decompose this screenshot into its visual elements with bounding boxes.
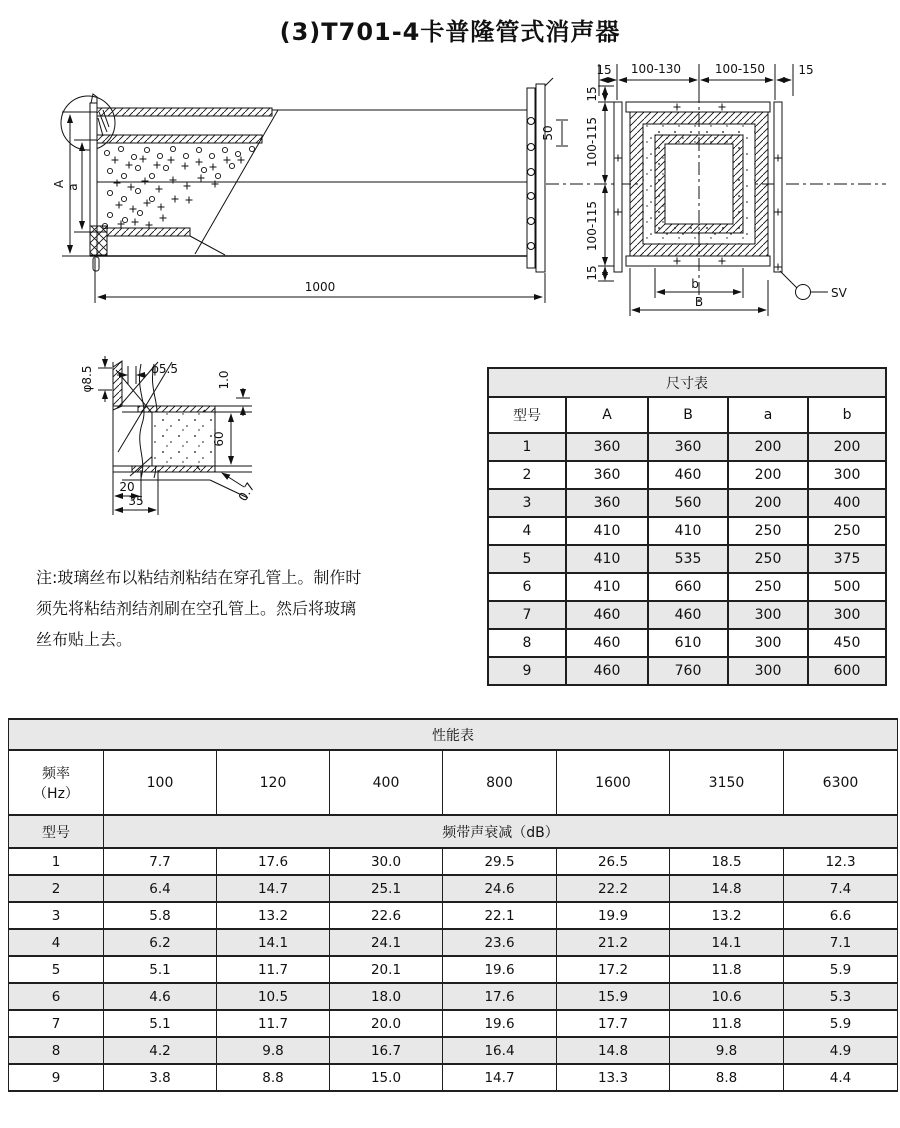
table-cell: 18.5 (670, 848, 784, 875)
size-col-model: 型号 (488, 397, 566, 433)
table-cell: 5.9 (784, 1010, 898, 1037)
table-cell: 6.6 (784, 902, 898, 929)
table-cell: 300 (808, 461, 886, 489)
size-col-A: A (566, 397, 648, 433)
table-row (488, 433, 886, 461)
size-col-a: a (728, 397, 808, 433)
table-cell: 8 (9, 1037, 104, 1064)
freq-value: 1600 (557, 750, 670, 815)
table-cell: 360 (566, 433, 648, 461)
dim-label-a: a (66, 183, 80, 191)
table-cell: 4 (488, 517, 566, 545)
table-cell: 360 (566, 489, 648, 517)
table-cell: 22.6 (330, 902, 443, 929)
note (36, 562, 496, 655)
table-row (9, 983, 898, 1010)
table-cell: 7.7 (104, 848, 217, 875)
table-cell: 610 (648, 629, 728, 657)
table-cell: 24.6 (443, 875, 557, 902)
freq-value: 100 (104, 750, 217, 815)
table-cell: 760 (648, 657, 728, 685)
size-table-body (488, 433, 886, 685)
valve-label: SV (831, 286, 847, 300)
table-row (9, 929, 898, 956)
page-title: (3)T701-4卡普隆管式消声器 (279, 18, 621, 46)
table-cell: 20.1 (330, 956, 443, 983)
table-row (488, 573, 886, 601)
table-row (488, 629, 886, 657)
table-cell: 250 (808, 517, 886, 545)
dim-label-A: A (52, 179, 66, 189)
table-cell: 25.1 (330, 875, 443, 902)
table-cell: 14.8 (557, 1037, 670, 1064)
size-col-B: B (648, 397, 728, 433)
table-row (488, 461, 886, 489)
table-cell: 14.7 (443, 1064, 557, 1091)
table-cell: 19.6 (443, 1010, 557, 1037)
table-cell: 3 (9, 902, 104, 929)
dim-label-100-115-lower: 100-115 (585, 200, 599, 252)
table-cell: 4.4 (784, 1064, 898, 1091)
table-row (488, 489, 886, 517)
table-cell: 13.3 (557, 1064, 670, 1091)
table-cell: 14.1 (217, 929, 330, 956)
attenuation-header: 频带声衰减（dB） (104, 815, 898, 848)
freq-value: 6300 (784, 750, 898, 815)
corner-detail-drawing (80, 356, 258, 515)
table-cell: 30.0 (330, 848, 443, 875)
table-cell: 200 (728, 433, 808, 461)
table-cell: 20.0 (330, 1010, 443, 1037)
table-row (488, 517, 886, 545)
table-cell: 11.7 (217, 956, 330, 983)
table-cell: 7.1 (784, 929, 898, 956)
table-cell: 4.9 (784, 1037, 898, 1064)
table-cell: 10.5 (217, 983, 330, 1010)
dim-label-side-15-bottom: 15 (585, 265, 599, 281)
table-cell: 13.2 (217, 902, 330, 929)
table-cell: 9 (488, 657, 566, 685)
dim-label-side-15-top: 15 (585, 86, 599, 102)
table-cell: 7 (9, 1010, 104, 1037)
table-cell: 18.0 (330, 983, 443, 1010)
dim-label-35: 35 (128, 494, 144, 508)
table-cell: 22.1 (443, 902, 557, 929)
freq-value: 120 (217, 750, 330, 815)
model-header: 型号 (9, 815, 104, 848)
table-row (9, 1010, 898, 1037)
table-cell: 5.8 (104, 902, 217, 929)
table-row (488, 657, 886, 685)
dim-label-phi85: φ8.5 (80, 365, 94, 393)
table-cell: 410 (566, 573, 648, 601)
freq-label: 频率 (42, 765, 70, 782)
table-cell: 6 (9, 983, 104, 1010)
table-cell: 17.6 (443, 983, 557, 1010)
dim-label-10: 1.0 (217, 370, 231, 390)
table-cell: 4.2 (104, 1037, 217, 1064)
table-cell: 5.1 (104, 956, 217, 983)
dim-label-phi55: φ5.5 (151, 362, 178, 376)
table-cell: 400 (808, 489, 886, 517)
dim-phi85 (80, 356, 112, 402)
table-cell: 11.8 (670, 956, 784, 983)
table-cell: 410 (648, 517, 728, 545)
table-cell: 500 (808, 573, 886, 601)
table-cell: 3 (488, 489, 566, 517)
glass-wool-fill (102, 146, 254, 228)
table-cell: 450 (808, 629, 886, 657)
table-cell: 22.2 (557, 875, 670, 902)
performance-table (8, 718, 898, 1092)
dim-10 (217, 370, 250, 416)
table-cell: 10.6 (670, 983, 784, 1010)
perf-table-body (9, 848, 898, 1091)
dim-label-07: 0.7 (235, 480, 258, 504)
table-cell: 8 (488, 629, 566, 657)
dim-label-20: 20 (119, 480, 135, 494)
dim-label-B: B (694, 295, 704, 309)
table-cell: 1 (9, 848, 104, 875)
table-cell: 9.8 (217, 1037, 330, 1064)
table-cell: 410 (566, 545, 648, 573)
table-cell: 5 (9, 956, 104, 983)
table-cell: 4.6 (104, 983, 217, 1010)
table-cell: 600 (808, 657, 886, 685)
table-cell: 460 (566, 601, 648, 629)
table-cell: 11.8 (670, 1010, 784, 1037)
dim-label-1000: 1000 (304, 280, 336, 294)
table-cell: 250 (728, 573, 808, 601)
table-cell: 17.7 (557, 1010, 670, 1037)
dim-label-15-right: 15 (798, 63, 814, 77)
freq-unit: （Hz） (33, 785, 79, 802)
dim-label-b: b (691, 277, 699, 291)
table-row (9, 875, 898, 902)
table-cell: 7.4 (784, 875, 898, 902)
table-cell: 2 (9, 875, 104, 902)
table-cell: 660 (648, 573, 728, 601)
dim-label-50: 50 (541, 125, 555, 141)
table-cell: 4 (9, 929, 104, 956)
dim-label-100-115-upper: 100-115 (585, 116, 599, 168)
table-cell: 5 (488, 545, 566, 573)
table-cell: 360 (566, 461, 648, 489)
table-cell: 14.8 (670, 875, 784, 902)
table-cell: 9.8 (670, 1037, 784, 1064)
dim-label-15-left: 15 (596, 63, 612, 77)
table-row (9, 902, 898, 929)
table-cell: 5.1 (104, 1010, 217, 1037)
table-cell: 460 (566, 629, 648, 657)
table-cell: 14.1 (670, 929, 784, 956)
table-cell: 460 (648, 461, 728, 489)
cross-section-top-dims (596, 62, 813, 100)
note-line: 须先将粘结剂结剂刷在空孔管上。然后将玻璃 (36, 599, 357, 618)
table-cell: 8.8 (670, 1064, 784, 1091)
table-cell: 5.3 (784, 983, 898, 1010)
perf-table-title: 性能表 (9, 719, 898, 750)
table-cell: 23.6 (443, 929, 557, 956)
table-cell: 300 (728, 629, 808, 657)
table-cell: 12.3 (784, 848, 898, 875)
table-cell: 300 (808, 601, 886, 629)
cross-section-drawing (585, 62, 848, 316)
dim-label-100-150: 100-150 (714, 62, 766, 76)
freq-header (9, 750, 104, 815)
size-table (487, 367, 887, 686)
table-cell: 26.5 (557, 848, 670, 875)
table-cell: 14.7 (217, 875, 330, 902)
table-cell: 3.8 (104, 1064, 217, 1091)
size-col-b: b (808, 397, 886, 433)
freq-value: 400 (330, 750, 443, 815)
table-cell: 2 (488, 461, 566, 489)
valve-callout (780, 271, 848, 300)
table-cell: 7 (488, 601, 566, 629)
table-row (9, 848, 898, 875)
table-row (488, 545, 886, 573)
table-cell: 16.4 (443, 1037, 557, 1064)
table-cell: 15.9 (557, 983, 670, 1010)
table-cell: 410 (566, 517, 648, 545)
table-cell: 535 (648, 545, 728, 573)
table-cell: 375 (808, 545, 886, 573)
table-cell: 21.2 (557, 929, 670, 956)
note-line: 丝布贴上去。 (36, 630, 133, 649)
table-cell: 6.2 (104, 929, 217, 956)
table-cell: 6.4 (104, 875, 217, 902)
table-row (488, 601, 886, 629)
table-cell: 17.2 (557, 956, 670, 983)
dim-phi55 (117, 362, 178, 384)
table-row (9, 956, 898, 983)
table-cell: 300 (728, 657, 808, 685)
table-cell: 300 (728, 601, 808, 629)
table-cell: 19.9 (557, 902, 670, 929)
table-cell: 5.9 (784, 956, 898, 983)
table-cell: 460 (566, 657, 648, 685)
table-cell: 24.1 (330, 929, 443, 956)
table-cell: 200 (728, 489, 808, 517)
table-cell: 250 (728, 545, 808, 573)
table-cell: 16.7 (330, 1037, 443, 1064)
table-cell: 250 (728, 517, 808, 545)
table-cell: 13.2 (670, 902, 784, 929)
table-cell: 19.6 (443, 956, 557, 983)
table-cell: 6 (488, 573, 566, 601)
table-row (9, 1064, 898, 1091)
flange (527, 78, 553, 272)
dim-label-100-130: 100-130 (630, 62, 682, 76)
table-cell: 200 (808, 433, 886, 461)
table-cell: 200 (728, 461, 808, 489)
size-table-title: 尺寸表 (488, 368, 886, 397)
dim-label-60: 60 (212, 431, 226, 447)
freq-value: 3150 (670, 750, 784, 815)
table-cell: 15.0 (330, 1064, 443, 1091)
table-cell: 560 (648, 489, 728, 517)
table-cell: 8.8 (217, 1064, 330, 1091)
note-line: 注:玻璃丝布以粘结剂粘结在穿孔管上。制作时 (36, 568, 362, 587)
table-cell: 460 (648, 601, 728, 629)
table-cell: 360 (648, 433, 728, 461)
freq-value: 800 (443, 750, 557, 815)
table-cell: 17.6 (217, 848, 330, 875)
table-cell: 9 (9, 1064, 104, 1091)
table-cell: 11.7 (217, 1010, 330, 1037)
table-cell: 29.5 (443, 848, 557, 875)
table-row (9, 1037, 898, 1064)
table-cell: 1 (488, 433, 566, 461)
